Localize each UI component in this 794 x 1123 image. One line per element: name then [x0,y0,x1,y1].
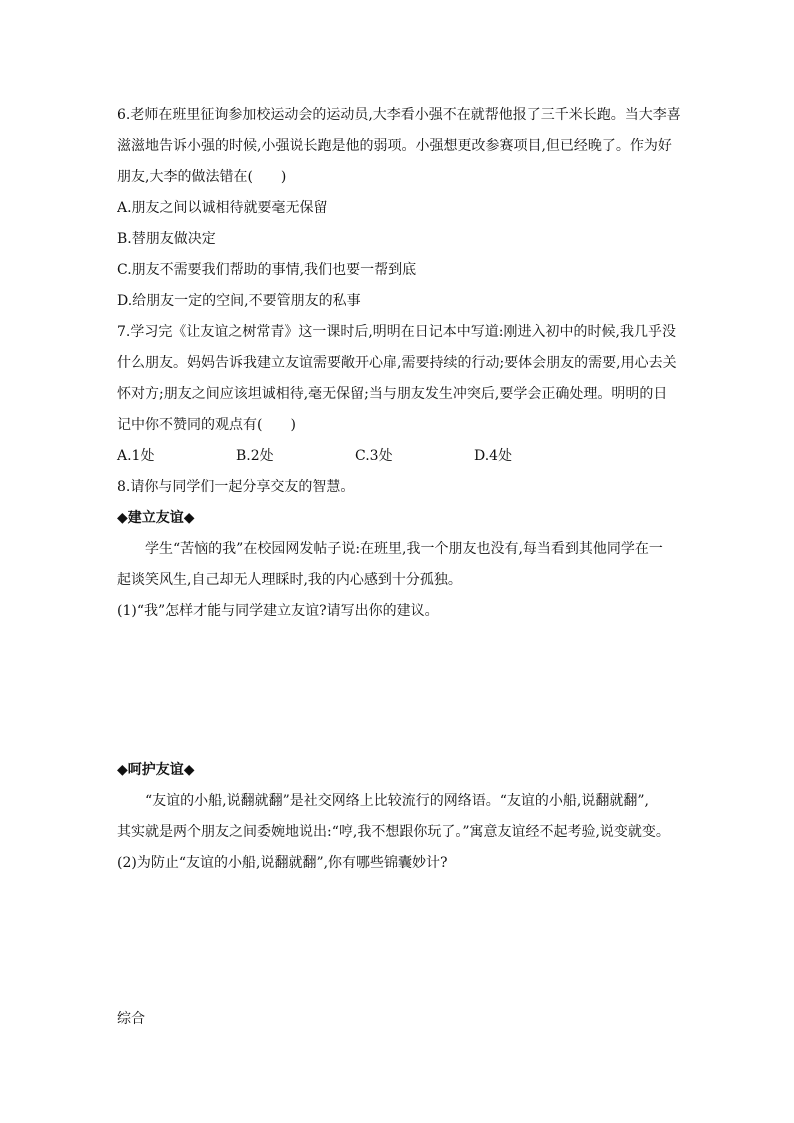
question-7-line-2: 什么朋友。妈妈告诉我建立友谊需要敞开心扉,需要持续的行动;要体会朋友的需要,用心去关 [117,355,677,371]
question-7-option-d: D.4处 [474,448,513,464]
section-build-friendship-para-2: 起谈笑风生,自己却无人理睬时,我的内心感到十分孤独。 [117,572,462,588]
section-protect-friendship-para-2: 其实就是两个朋友之间委婉地说出:“哼,我不想跟你玩了。”寓意友谊经不起考验,说变就变。 [117,824,670,840]
question-6-option-d: D.给朋友一定的空间,不要管朋友的私事 [117,293,361,309]
question-8 [117,472,682,879]
sub-question-2: (2)为防止“友谊的小船,说翻就翻”,你有哪些锦囊妙计? [117,855,448,871]
question-6-line-2: 滋滋地告诉小强的时候,小强说长跑是他的弱项。小强想更改参赛项目,但已经晚了。作为好 [117,138,672,154]
section-build-friendship-para-1: 学生“苦恼的我”在校园网发帖子说:在班里,我一个朋友也没有,每当看到其他同学在一 [145,541,663,557]
sub-question-1: (1)“我”怎样才能与同学建立友谊?请写出你的建议。 [117,603,439,619]
question-6-line-1: 6.老师在班里征询参加校运动会的运动员,大李看小强不在就帮他报了三千米长跑。当大李喜 [117,107,681,123]
section-build-friendship-heading: ◆建立友谊◆ [117,510,195,526]
question-6-option-b: B.替朋友做决定 [117,231,216,247]
question-7-option-c: C.3处 [355,448,393,464]
question-8-title: 8.请你与同学们一起分享交友的智慧。 [117,479,355,495]
footer-label: 综合 [117,1011,145,1027]
question-6-option-c: C.朋友不需要我们帮助的事情,我们也要一帮到底 [117,262,417,278]
section-protect-friendship-para-1: “友谊的小船,说翻就翻”是社交网络上比较流行的网络语。“友谊的小船,说翻就翻”, [145,793,649,809]
question-7-option-b: B.2处 [236,448,274,464]
question-6-line-3: 朋友,大李的做法错在( ) [117,169,287,185]
question-7-line-1: 7.学习完《让友谊之树常青》这一课时后,明明在日记本中写道:刚进入初中的时候,我几乎没 [117,324,676,340]
question-7 [117,317,682,472]
question-6-option-a: A.朋友之间以诚相待就要毫无保留 [117,200,328,216]
section-protect-friendship-heading: ◆呵护友谊◆ [117,762,195,778]
question-6 [117,100,682,317]
question-7-line-3: 怀对方;朋友之间应该坦诚相待,毫无保留;当与朋友发生冲突后,要学会正确处理。明明的日 [117,386,668,402]
document-content [117,100,682,879]
question-7-options [117,441,682,472]
question-7-line-4: 记中你不赞同的观点有( ) [117,417,296,433]
question-7-option-a: A.1处 [117,448,155,464]
answer-space-1 [117,627,682,755]
